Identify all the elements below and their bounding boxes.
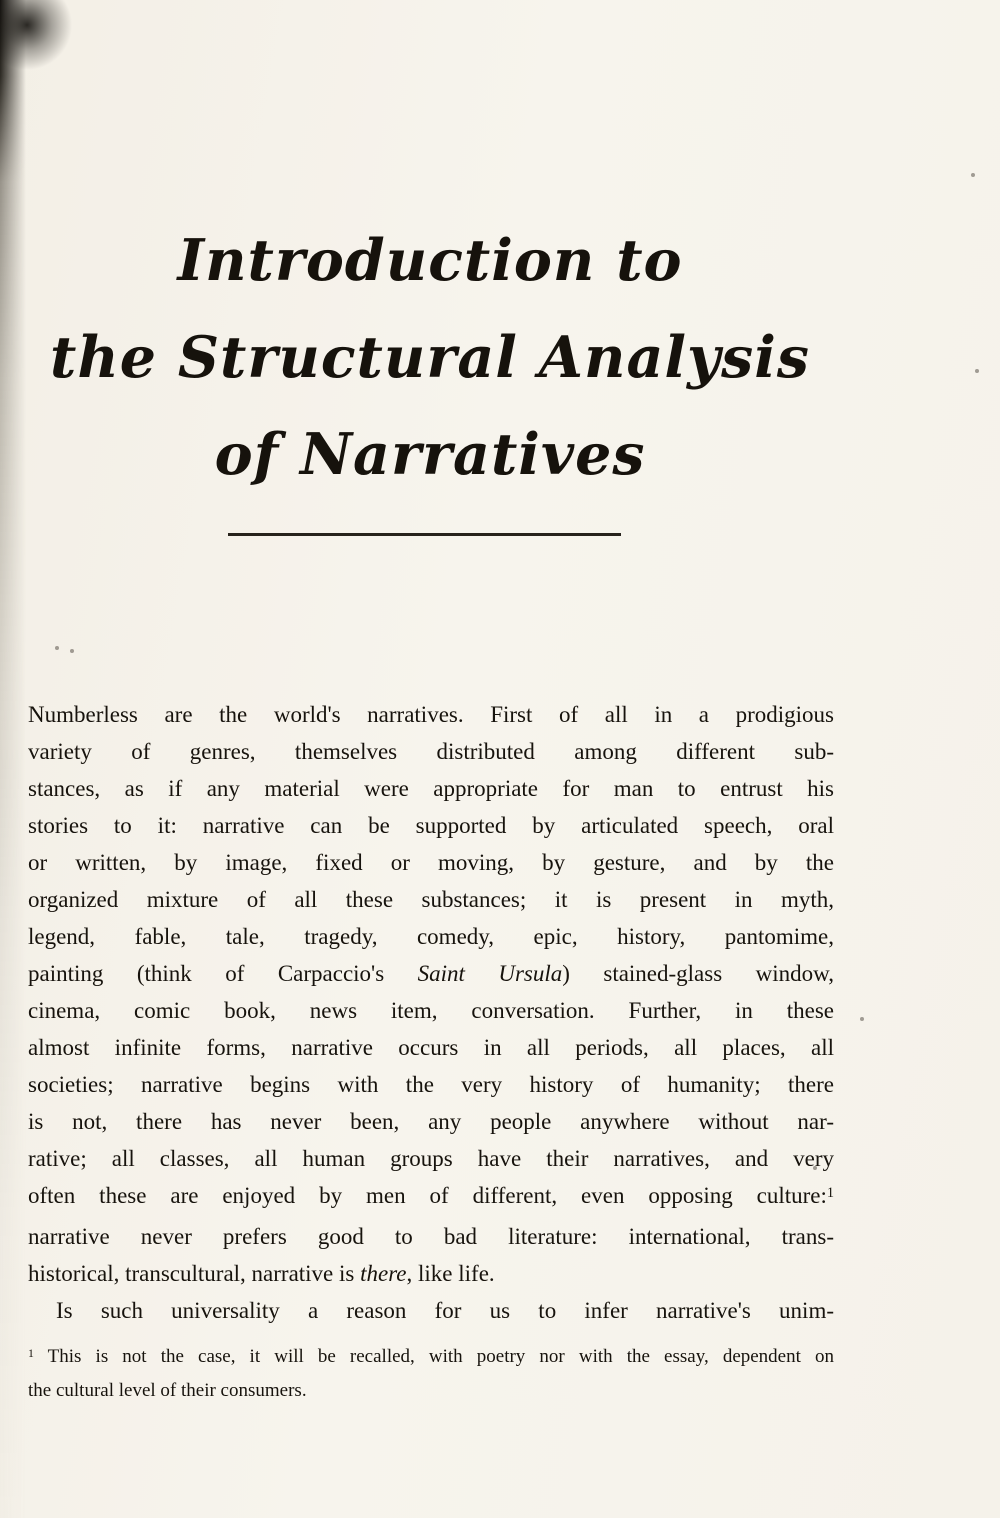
text-line — [28, 770, 834, 807]
text-segment: or written, by image, fixed or moving, by gesture, and by the — [28, 850, 834, 875]
text-segment: Is such universality a reason for us to infer narrative's unim- — [56, 1298, 834, 1323]
scan-speck — [55, 646, 59, 650]
title-rule — [228, 533, 621, 536]
text-line — [28, 1255, 834, 1292]
text-segment: cinema, comic book, news item, conversation. Further, in these — [28, 998, 834, 1023]
text-segment: This is not the case, it will be recalled, with poetry nor with the essay, dependent on — [33, 1346, 834, 1367]
text-line — [28, 918, 834, 955]
scan-speck — [860, 1017, 864, 1021]
chapter-title — [30, 212, 830, 503]
text-line — [28, 992, 834, 1029]
scan-speck — [975, 369, 979, 373]
text-line — [28, 1292, 834, 1329]
text-segment: there — [360, 1261, 407, 1286]
text-segment: , like life. — [406, 1261, 495, 1286]
text-segment: historical, transcultural, narrative is — [28, 1261, 361, 1286]
text-segment: stories to it: narrative can be supported by articulated speech, oral — [28, 813, 834, 838]
text-segment: painting (think of Carpaccio's — [28, 961, 418, 986]
text-segment: organized mixture of all these substances; it is present in myth, — [28, 887, 834, 912]
text-segment: variety of genres, themselves distributed among different sub- — [28, 739, 834, 764]
text-segment: the cultural level of their consumers. — [28, 1380, 307, 1401]
text-line — [28, 1218, 834, 1255]
text-line — [28, 881, 834, 918]
footnote — [28, 1341, 834, 1407]
text-segment: narrative never prefers good to bad literature: international, trans- — [28, 1224, 834, 1249]
text-line — [28, 955, 834, 992]
scan-speck — [971, 173, 975, 177]
text-line — [28, 1341, 834, 1375]
text-line — [28, 844, 834, 881]
footnote-reference: 1 — [28, 1346, 34, 1360]
text-segment: stances, as if any material were appropriate for man to entrust his — [28, 776, 834, 801]
text-segment: rative; all classes, all human groups have their narratives, and very — [28, 1146, 834, 1171]
text-line — [28, 1375, 834, 1407]
text-segment: is not, there has never been, any people anywhere without nar- — [28, 1109, 834, 1134]
text-line — [28, 1140, 834, 1177]
text-line — [28, 696, 834, 733]
scan-artifact-corner — [0, 0, 72, 70]
text-segment: almost infinite forms, narrative occurs in all periods, all places, all — [28, 1035, 834, 1060]
footnote-reference: 1 — [826, 1184, 834, 1201]
text-segment: Numberless are the world's narratives. First of all in a prodigious — [28, 702, 834, 727]
title-line: the Structural Analysis — [50, 324, 810, 391]
text-segment: legend, fable, tale, tragedy, comedy, epic, history, pantomime, — [28, 924, 834, 949]
text-line — [28, 1029, 834, 1066]
text-line — [28, 733, 834, 770]
text-line — [28, 1066, 834, 1103]
text-line — [28, 1103, 834, 1140]
text-segment: ) stained-glass window, — [562, 961, 834, 986]
title-line: of Narratives — [214, 421, 646, 488]
text-segment: often these are enjoyed by men of different, even opposing culture: — [28, 1183, 827, 1208]
body-text — [28, 696, 834, 1329]
text-line — [28, 1177, 834, 1218]
text-segment: societies; narrative begins with the very history of humanity; there — [28, 1072, 834, 1097]
scan-speck — [70, 649, 74, 653]
title-line: Introduction to — [177, 227, 683, 294]
text-line — [28, 807, 834, 844]
text-segment: Saint Ursula — [417, 961, 563, 986]
scan-artifact-left-edge — [0, 0, 26, 1518]
